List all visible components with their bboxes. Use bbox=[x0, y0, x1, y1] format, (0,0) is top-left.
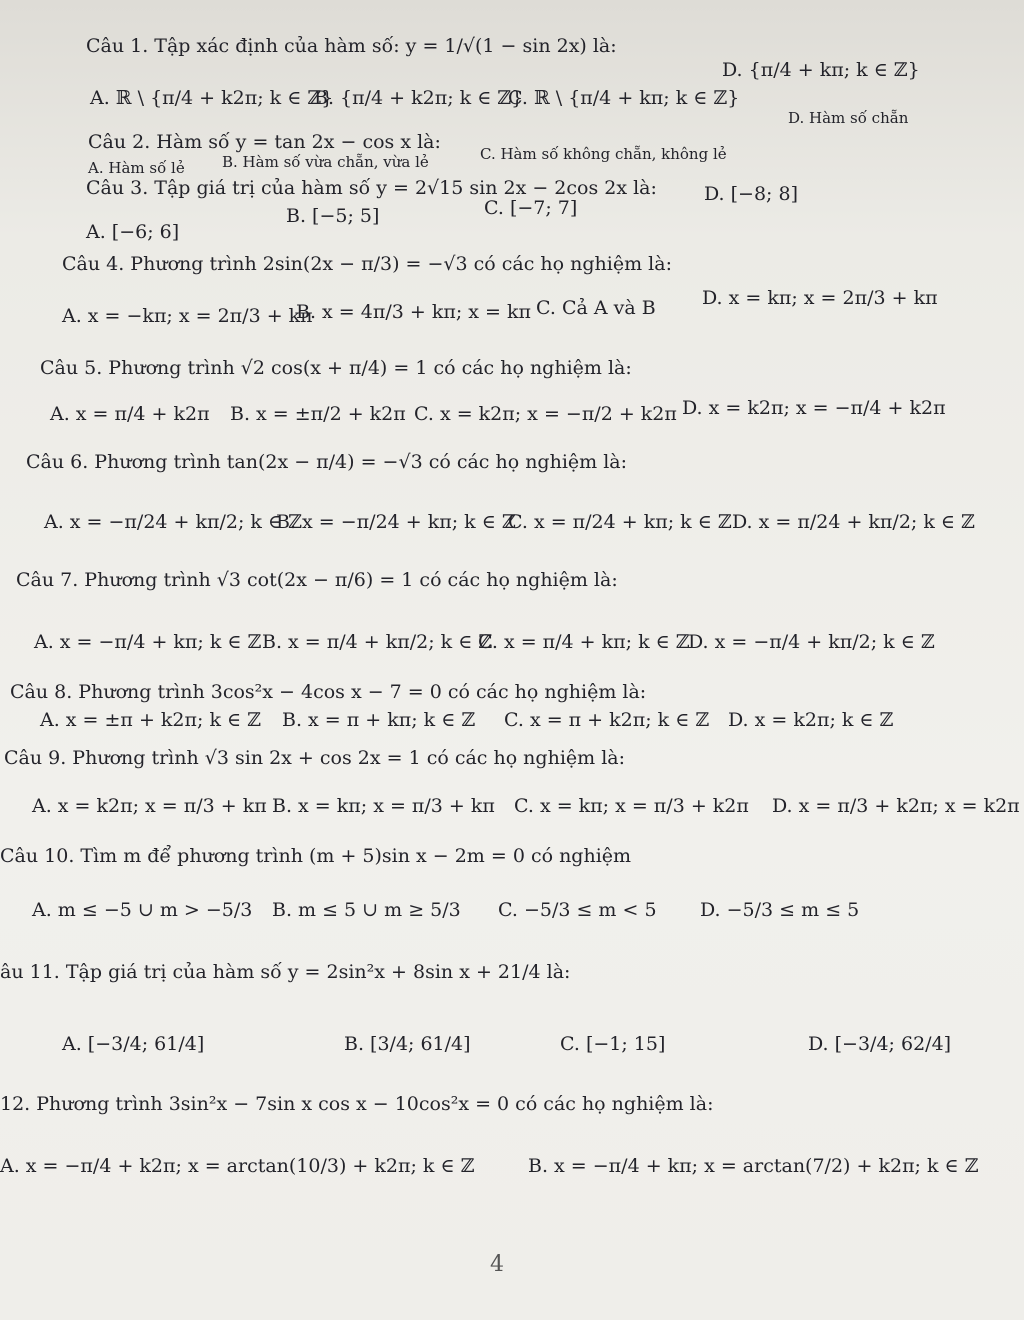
option-d: D. x = π/3 + k2π; x = k2π bbox=[772, 795, 1020, 817]
question-stem: Câu 1. Tập xác định của hàm số: y = 1/√(1 − sin 2x) là: bbox=[86, 35, 617, 57]
option-d: D. x = −π/4 + kπ/2; k ∈ ℤ bbox=[688, 631, 935, 653]
option-b: B. x = −π/24 + kπ; k ∈ ℤ bbox=[276, 511, 516, 533]
question-stem: âu 11. Tập giá trị của hàm số y = 2sin²x + 8sin x + 21/4 là: bbox=[0, 961, 571, 983]
option-a: A. Hàm số lẻ bbox=[88, 159, 185, 177]
option-c: C. −5/3 ≤ m < 5 bbox=[498, 899, 657, 921]
option-b: B. {π/4 + k2π; k ∈ ℤ} bbox=[314, 87, 524, 109]
option-b: B. x = −π/4 + kπ; x = arctan(7/2) + k2π; k ∈ ℤ bbox=[528, 1155, 979, 1177]
option-a: A. x = k2π; x = π/3 + kπ bbox=[32, 795, 267, 817]
option-a: A. x = π/4 + k2π bbox=[50, 403, 210, 425]
option-a: A. x = −π/4 + k2π; x = arctan(10/3) + k2π; k ∈ ℤ bbox=[0, 1155, 475, 1177]
question-stem: Câu 6. Phương trình tan(2x − π/4) = −√3 có các họ nghiệm là: bbox=[26, 451, 628, 473]
option-c: C. [−1; 15] bbox=[560, 1033, 666, 1055]
option-b: B. x = π + kπ; k ∈ ℤ bbox=[282, 709, 476, 731]
option-d: D. [−3/4; 62/4] bbox=[808, 1033, 952, 1055]
option-a: A. m ≤ −5 ∪ m > −5/3 bbox=[32, 899, 253, 921]
option-c: C. x = k2π; x = −π/2 + k2π bbox=[414, 403, 677, 425]
option-c: C. Cả A và B bbox=[536, 297, 656, 319]
option-c: C. x = kπ; x = π/3 + k2π bbox=[514, 795, 749, 817]
option-a: A. [−3/4; 61/4] bbox=[62, 1033, 205, 1055]
question-stem: Câu 7. Phương trình √3 cot(2x − π/6) = 1 có các họ nghiệm là: bbox=[16, 569, 618, 591]
option-c: C. Hàm số không chẵn, không lẻ bbox=[480, 145, 727, 163]
option-a: A. x = −kπ; x = 2π/3 + kπ bbox=[62, 305, 313, 327]
option-d: D. x = k2π; k ∈ ℤ bbox=[728, 709, 894, 731]
question-stem: Câu 10. Tìm m để phương trình (m + 5)sin x − 2m = 0 có nghiệm bbox=[0, 845, 632, 867]
option-c: C. x = π/24 + kπ; k ∈ ℤ bbox=[508, 511, 732, 533]
question-stem: 12. Phương trình 3sin²x − 7sin x cos x − 10cos²x = 0 có các họ nghiệm là: bbox=[0, 1093, 714, 1115]
question-stem: Câu 4. Phương trình 2sin(2x − π/3) = −√3 có các họ nghiệm là: bbox=[62, 253, 672, 275]
option-a: A. ℝ \ {π/4 + k2π; k ∈ ℤ} bbox=[90, 87, 334, 109]
option-d: D. [−8; 8] bbox=[704, 183, 798, 205]
option-b: B. x = 4π/3 + kπ; x = kπ bbox=[296, 301, 531, 323]
option-b: B. x = kπ; x = π/3 + kπ bbox=[272, 795, 495, 817]
option-c: C. [−7; 7] bbox=[484, 197, 578, 219]
option-c: C. x = π/4 + kπ; k ∈ ℤ bbox=[478, 631, 690, 653]
option-d: D. x = π/24 + kπ/2; k ∈ ℤ bbox=[732, 511, 975, 533]
page-number: 4 bbox=[490, 1252, 504, 1277]
option-a: A. x = −π/4 + kπ; k ∈ ℤ bbox=[34, 631, 262, 653]
question-stem: Câu 5. Phương trình √2 cos(x + π/4) = 1 có các họ nghiệm là: bbox=[40, 357, 632, 379]
option-b: B. [3/4; 61/4] bbox=[344, 1033, 471, 1055]
option-d: D. −5/3 ≤ m ≤ 5 bbox=[700, 899, 860, 921]
option-b: B. x = π/4 + kπ/2; k ∈ ℤ bbox=[262, 631, 493, 653]
option-a: A. [−6; 6] bbox=[86, 221, 180, 243]
option-c: C. x = π + k2π; k ∈ ℤ bbox=[504, 709, 710, 731]
option-d: D. Hàm số chẵn bbox=[788, 109, 909, 127]
option-c: C. ℝ \ {π/4 + kπ; k ∈ ℤ} bbox=[508, 87, 740, 109]
option-d: D. x = kπ; x = 2π/3 + kπ bbox=[702, 287, 938, 309]
question-stem: Câu 9. Phương trình √3 sin 2x + cos 2x = 1 có các họ nghiệm là: bbox=[4, 747, 625, 769]
question-stem: Câu 2. Hàm số y = tan 2x − cos x là: bbox=[88, 131, 441, 153]
option-d: D. x = k2π; x = −π/4 + k2π bbox=[682, 397, 946, 419]
option-b: B. [−5; 5] bbox=[286, 205, 380, 227]
option-a: A. x = −π/24 + kπ/2; k ∈ ℤ bbox=[44, 511, 302, 533]
option-b: B. m ≤ 5 ∪ m ≥ 5/3 bbox=[272, 899, 461, 921]
question-stem: Câu 3. Tập giá trị của hàm số y = 2√15 sin 2x − 2cos 2x là: bbox=[86, 177, 657, 199]
option-d: D. {π/4 + kπ; k ∈ ℤ} bbox=[722, 59, 920, 81]
question-stem: Câu 8. Phương trình 3cos²x − 4cos x − 7 = 0 có các họ nghiệm là: bbox=[10, 681, 647, 703]
option-a: A. x = ±π + k2π; k ∈ ℤ bbox=[40, 709, 261, 731]
option-b: B. x = ±π/2 + k2π bbox=[230, 403, 406, 425]
option-b: B. Hàm số vừa chẵn, vừa lẻ bbox=[222, 153, 429, 171]
